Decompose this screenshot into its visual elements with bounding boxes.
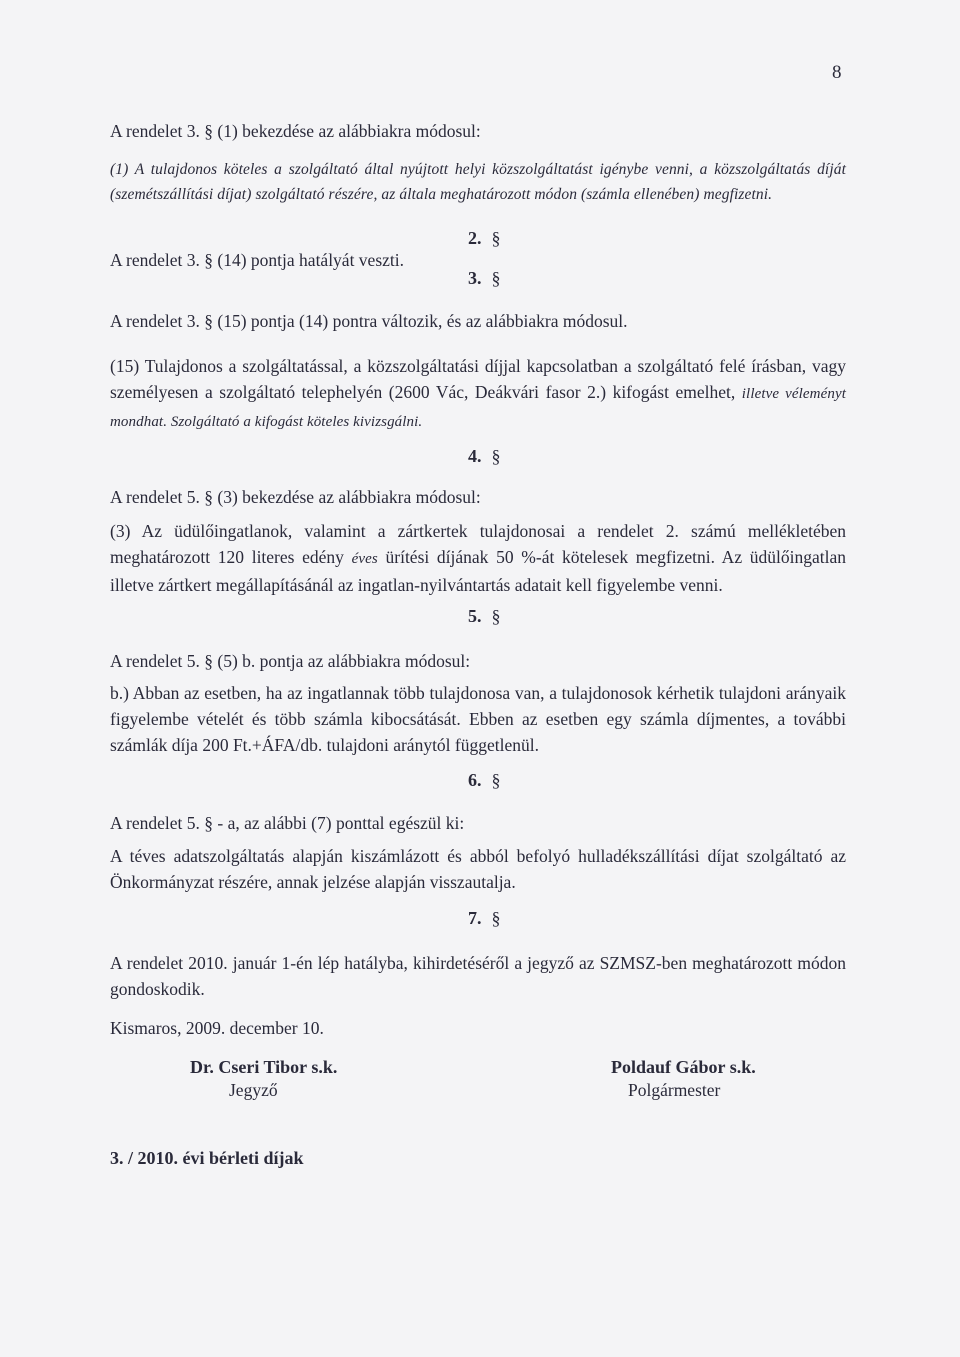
section-6-intro: A rendelet 5. § - a, az alábbi (7) ponttal egészül ki: xyxy=(110,813,465,833)
section-4-text-a: (3) Az üdülőingatlanok, valamint a zártkertek tulajdonosai a rendelet 2. számú mellékletében meghatározott 120 literes edény xyxy=(110,521,846,567)
section-7-text: A rendelet 2010. január 1-én lép hatályba, kihirdetéséről a jegyző az SZMSZ-ben meghatározott módon gondoskodik. xyxy=(110,953,846,999)
section-6-text: A téves adatszolgáltatás alapján kiszámlázott és abból befolyó hulladékszállítási díjat szolgáltató az Önkormányzat részére, annak jelzése alapján visszautalja. xyxy=(110,846,846,892)
section-4-heading xyxy=(468,446,501,467)
section-3-intro: A rendelet 3. § (15) pontja (14) pontra változik, és az alábbiakra módosul. xyxy=(110,311,628,331)
section-symbol: § xyxy=(491,908,501,928)
section-7-number: 7. xyxy=(468,908,482,928)
signature-1-role: Jegyző xyxy=(229,1080,278,1100)
section-2-text: A rendelet 3. § (14) pontja hatályát veszti. xyxy=(110,250,405,270)
section-symbol: § xyxy=(491,606,501,626)
section-5-text: b.) Abban az esetben, ha az ingatlannak több tulajdonosa van, a tulajdonosok kérhetik tulajdoni arányaik figyelembe vételét és több számla kibocsátását. Ebben az esetben egy számla díjmentes, a további számlák díja 200 Ft.+ÁFA/db. tulajdoni aránytól függetlenül. xyxy=(110,683,846,755)
signature-2-name: Poldauf Gábor s.k. xyxy=(611,1057,756,1077)
section-3-text-italic: illetve véleményt mondhat. Szolgáltató a kifogást köteles kivizsgálni. xyxy=(110,386,846,430)
section-4-text xyxy=(110,518,846,598)
section-4-intro: A rendelet 5. § (3) bekezdése az alábbiakra módosul: xyxy=(110,487,481,507)
section-symbol: § xyxy=(491,228,501,248)
para1-text: (1) A tulajdonos köteles a szolgáltató által nyújtott helyi közszolgáltatást igénybe venni, a közszolgáltatás díját (szemétszállítási díjat) szolgáltató részére, az általa meghatározott módon (számla ellenében) megfizetni. xyxy=(110,161,846,203)
section-7-heading xyxy=(468,908,501,929)
section-symbol: § xyxy=(491,446,501,466)
para1-intro: A rendelet 3. § (1) bekezdése az alábbiakra módosul: xyxy=(110,121,481,141)
section-4-number: 4. xyxy=(468,446,482,466)
section-5-heading xyxy=(468,606,501,627)
place-date: Kismaros, 2009. december 10. xyxy=(110,1018,324,1038)
footer-title: 3. / 2010. évi bérleti díjak xyxy=(110,1148,304,1168)
section-5-number: 5. xyxy=(468,606,482,626)
section-3-heading xyxy=(468,268,501,289)
section-6-number: 6. xyxy=(468,770,482,790)
signature-1-name: Dr. Cseri Tibor s.k. xyxy=(190,1057,338,1077)
signature-2-role: Polgármester xyxy=(628,1080,721,1100)
section-3-number: 3. xyxy=(468,268,482,288)
section-2-number: 2. xyxy=(468,228,482,248)
section-3-text xyxy=(110,353,846,435)
section-2-heading xyxy=(468,228,501,249)
section-3-text-normal: (15) Tulajdonos a szolgáltatással, a közszolgáltatási díjjal kapcsolatban a szolgáltató felé írásban, vagy személyesen a szolgáltató telephelyén (2600 Vác, Deákvári fasor 2.) kifogást emelhet, xyxy=(110,356,846,402)
section-symbol: § xyxy=(491,268,501,288)
section-6-heading xyxy=(468,770,501,791)
section-4-text-b: ürítési díjának 50 %-át kötelesek megfizetni. Az üdülőingatlan illetve zártkert megállapításánál az ingatlan-nyilvántartás adatait kell figyelembe venni. xyxy=(110,547,847,595)
section-5-intro: A rendelet 5. § (5) b. pontja az alábbiakra módosul: xyxy=(110,651,471,671)
section-symbol: § xyxy=(491,770,501,790)
page-number: 8 xyxy=(832,62,842,83)
section-4-text-italic: éves xyxy=(351,551,378,567)
